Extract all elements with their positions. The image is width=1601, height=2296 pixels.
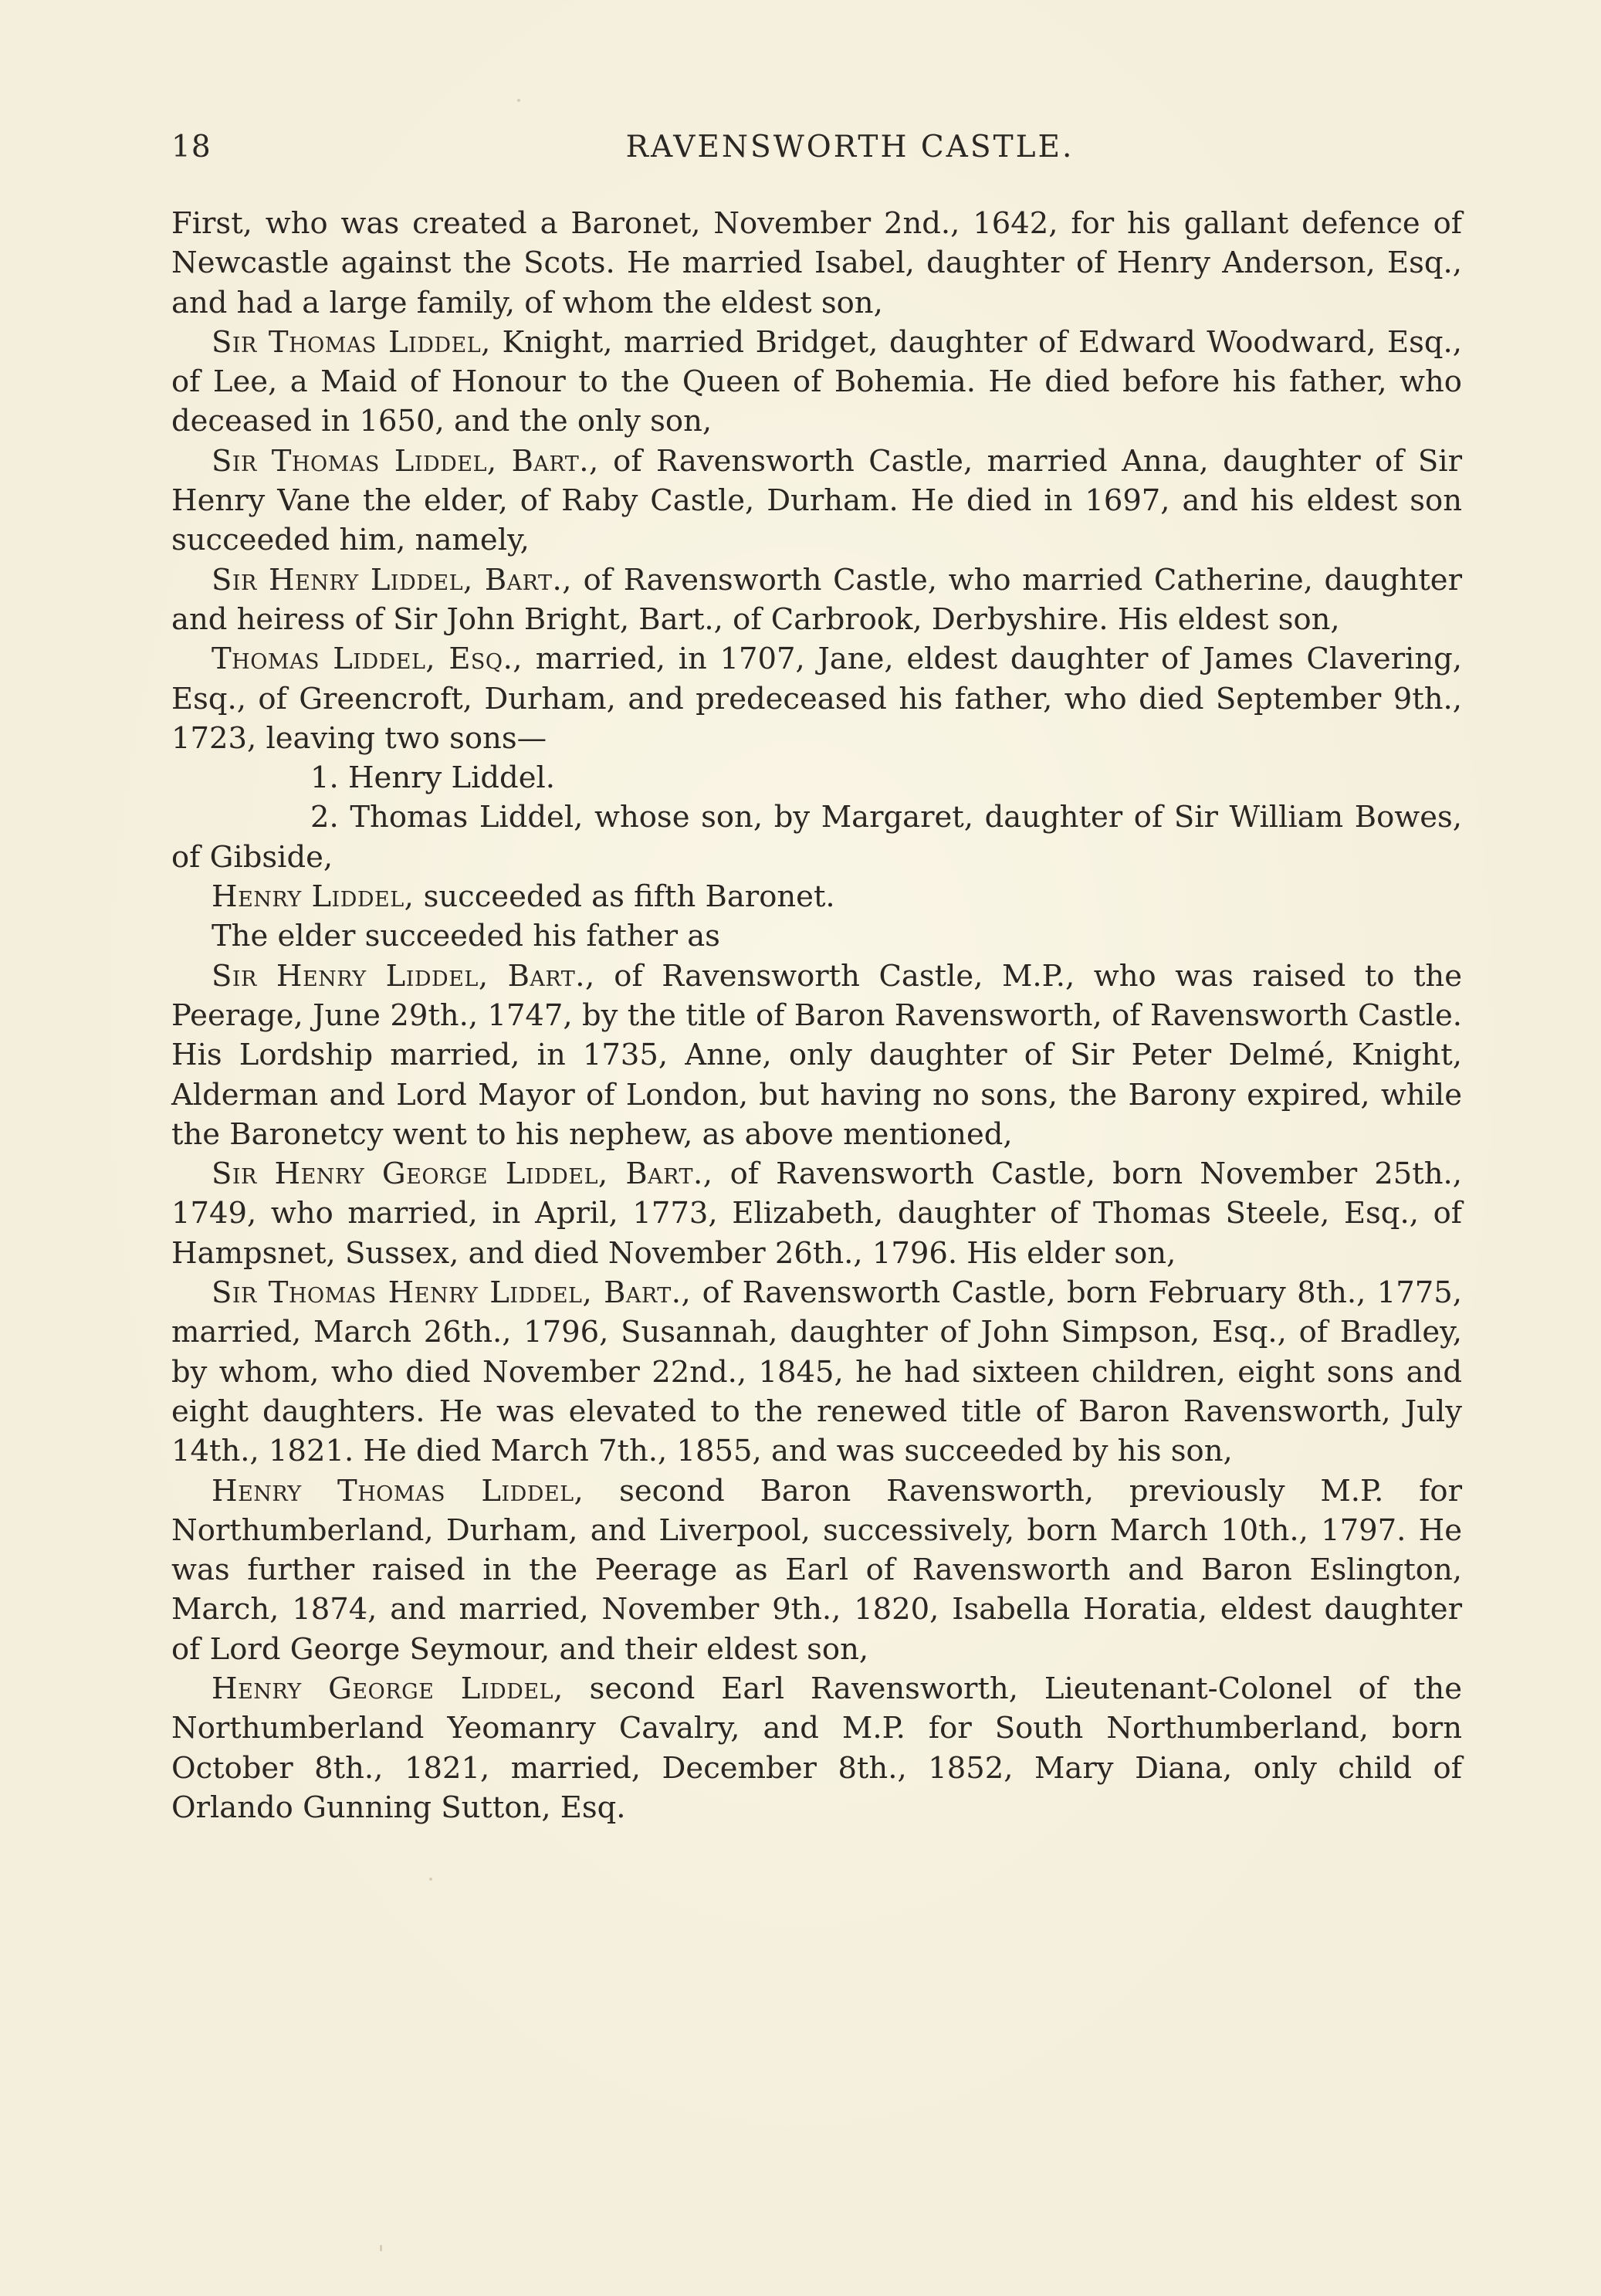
name-heading: Henry George Liddel, bbox=[212, 1671, 564, 1706]
paragraph bbox=[171, 1669, 1462, 1827]
name-heading: Sir Thomas Henry Liddel, Bart., bbox=[212, 1275, 692, 1311]
name-heading: Sir Thomas Liddel, bbox=[212, 324, 491, 360]
paper-speck bbox=[517, 99, 520, 102]
paragraph bbox=[171, 1154, 1462, 1273]
paragraph bbox=[171, 1273, 1462, 1471]
paragraph-text: second Baron Ravensworth, previously M.P. for Northumberland, Durham, and Liverpool, successively, born March 10th., 1797. He was further raised in the Peerage as Earl of Ravensworth and Baron Eslington, March, 1874, and married, November 9th., 1820, Isabella Horatia, eldest daughter of Lord George Seymour, and their eldest son, bbox=[171, 1473, 1462, 1667]
paragraph bbox=[171, 204, 1462, 323]
name-heading: Henry Thomas Liddel, bbox=[212, 1473, 584, 1509]
page-title: RAVENSWORTH CASTLE. bbox=[625, 130, 1075, 164]
paragraph-text: second Earl Ravensworth, Lieutenant-Colonel of the Northumberland Yeomanry Cavalry, and M.P. for South Northumberland, born October 8th., 1821, married, December 8th., 1852, Mary Diana, only child of Orlando Gunning Sutton, Esq. bbox=[171, 1671, 1463, 1825]
paragraph bbox=[171, 639, 1462, 758]
body-text bbox=[171, 204, 1462, 1827]
name-heading: Sir Thomas Liddel, Bart., bbox=[212, 443, 599, 479]
name-heading: Sir Henry Liddel, Bart., bbox=[212, 958, 595, 994]
running-head bbox=[171, 130, 1462, 176]
paragraph-text: of Ravensworth Castle, who married Catherine, daughter and heiress of Sir John Bright, Bart., of Carbrook, Derbyshire. His eldest son, bbox=[171, 562, 1462, 637]
name-heading: Henry Liddel, bbox=[212, 879, 415, 915]
page-number: 18 bbox=[171, 130, 212, 164]
paragraph-text: of Ravensworth Castle, M.P., who was raised to the Peerage, June 29th., 1747, by the title of Baron Ravensworth, of Ravensworth Castle. His Lordship married, in 1735, Anne, only daughter of Sir Peter Delmé, Knight, Alderman and Lord Mayor of London, but having no sons, the Barony expired, while the Baronetcy went to his nephew, as above mentioned, bbox=[171, 958, 1463, 1152]
name-heading: Sir Henry George Liddel, Bart., bbox=[212, 1156, 713, 1192]
paragraph-text: of Ravensworth Castle, born November 25th., 1749, who married, in April, 1773, Elizabeth, daughter of Thomas Steele, Esq., of Hampsnet, Sussex, and died November 26th., 1796. His elder son, bbox=[171, 1156, 1462, 1271]
paragraph bbox=[171, 916, 1462, 956]
paragraph bbox=[171, 877, 1462, 916]
paragraph-text: married, in 1707, Jane, eldest daughter of James Clavering, Esq., of Greencroft, Durham, and predeceased his father, who died September 9th., 1723, leaving two sons— bbox=[171, 642, 1462, 756]
name-heading: Thomas Liddel, Esq., bbox=[212, 642, 523, 677]
name-heading: Sir Henry Liddel, Bart., bbox=[212, 562, 573, 598]
paragraph-text: of Ravensworth Castle, born February 8th., 1775, married, March 26th., 1796, Susannah, daughter of John Simpson, Esq., of Bradley, by whom, who died November 22nd., 1845, he had sixteen children, eight sons and eight daughters. He was elevated to the renewed title of Baron Ravensworth, July 14th., 1821. He died March 7th., 1855, and was succeeded by his son, bbox=[171, 1275, 1462, 1469]
paragraph-text: Knight, married Bridget, daughter of Edward Woodward, Esq., of Lee, a Maid of Honour to the Queen of Bohemia. He died before his father, who deceased in 1650, and the only son, bbox=[171, 324, 1462, 439]
paragraph bbox=[171, 323, 1462, 442]
paragraph-text: First, who was created a Baronet, November 2nd., 1642, for his gallant defence of Newcastle against the Scots. He married Isabel, daughter of Henry Anderson, Esq., and had a large family, of whom the eldest son, bbox=[171, 206, 1462, 320]
list-item-text: 2. Thomas Liddel, whose son, by Margaret, daughter of Sir William Bowes, of Gibside, bbox=[171, 800, 1462, 875]
list-item-text: 1. Henry Liddel. bbox=[310, 760, 556, 796]
paragraph-text: of Ravensworth Castle, married Anna, daughter of Sir Henry Vane the elder, of Raby Castle, Durham. He died in 1697, and his eldest son succeeded him, namely, bbox=[171, 443, 1462, 558]
paragraph-text: The elder succeeded his father as bbox=[212, 919, 720, 954]
paragraph bbox=[171, 560, 1462, 640]
list-item bbox=[171, 798, 1462, 877]
paragraph bbox=[171, 442, 1462, 560]
list-item bbox=[171, 758, 1462, 798]
paper-speck bbox=[429, 1878, 432, 1881]
paper-speck bbox=[380, 2245, 382, 2251]
paragraph bbox=[171, 957, 1462, 1154]
paragraph bbox=[171, 1471, 1462, 1669]
paragraph-text: succeeded as fifth Baronet. bbox=[414, 879, 835, 915]
